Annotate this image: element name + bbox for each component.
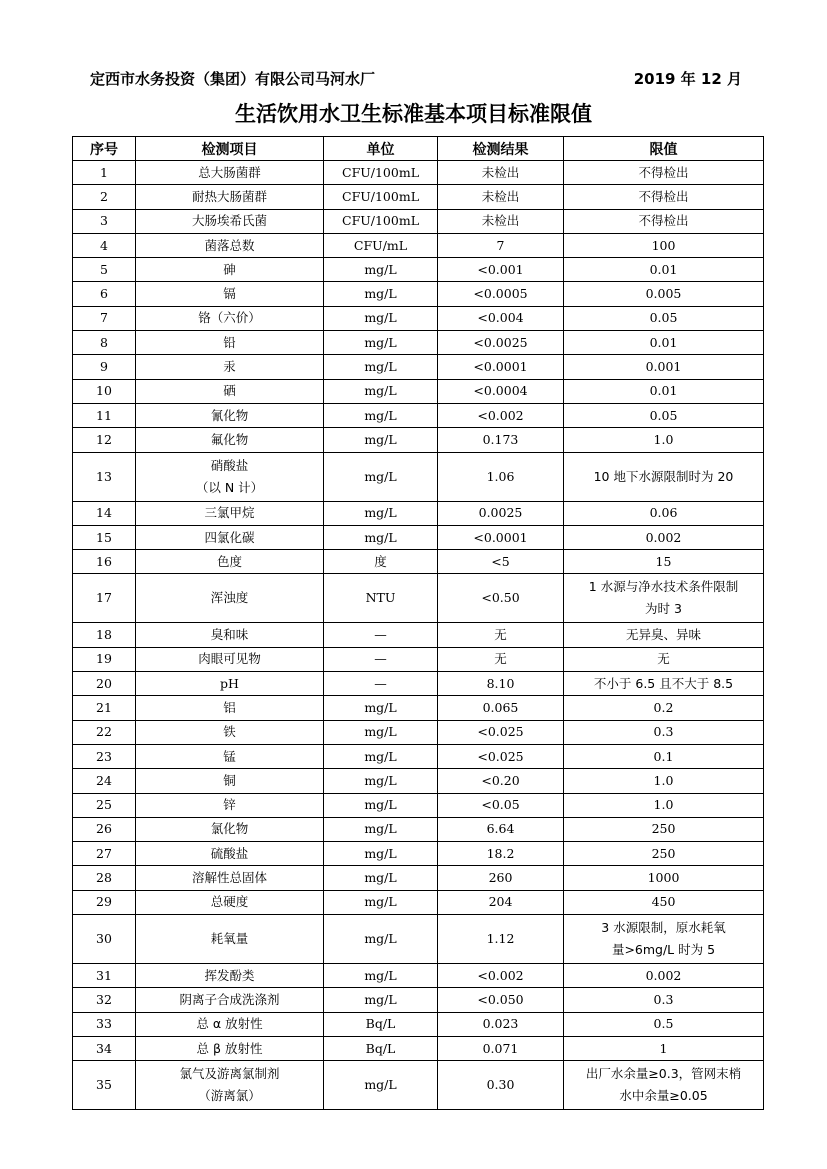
- cell-limit: 0.06: [564, 501, 764, 525]
- cell-unit: mg/L: [324, 355, 438, 379]
- cell-unit: mg/L: [324, 379, 438, 403]
- cell-item: pH: [136, 672, 324, 696]
- table-header-row: [73, 137, 764, 161]
- cell-no: 22: [73, 720, 136, 744]
- cell-result: <0.002: [438, 964, 564, 988]
- cell-result: <0.025: [438, 720, 564, 744]
- cell-unit: 度: [324, 550, 438, 574]
- cell-unit: mg/L: [324, 744, 438, 768]
- cell-result: 260: [438, 866, 564, 890]
- cell-limit-line1: 出厂水余量≥0.3，管网末梢: [585, 1066, 742, 1082]
- cell-result: 18.2: [438, 842, 564, 866]
- cell-limit: 250: [564, 817, 764, 841]
- cell-no: 6: [73, 282, 136, 306]
- cell-result: 204: [438, 890, 564, 914]
- table-row: [73, 1012, 764, 1036]
- cell-item-line1: 硝酸盐: [210, 457, 249, 473]
- cell-unit: mg/L: [324, 1061, 438, 1110]
- cell-no: 7: [73, 306, 136, 330]
- cell-item: 镉: [136, 282, 324, 306]
- cell-unit: mg/L: [324, 258, 438, 282]
- cell-no: 12: [73, 428, 136, 452]
- cell-unit: mg/L: [324, 403, 438, 427]
- cell-unit: mg/L: [324, 696, 438, 720]
- cell-unit: mg/L: [324, 769, 438, 793]
- table-row: [73, 452, 764, 501]
- cell-limit: 0.05: [564, 306, 764, 330]
- table-row: [73, 769, 764, 793]
- table-row: [73, 793, 764, 817]
- cell-result: 未检出: [438, 209, 564, 233]
- cell-item: 阴离子合成洗涤剂: [136, 988, 324, 1012]
- standard-limits-table: [72, 136, 764, 1110]
- cell-limit: 0.3: [564, 720, 764, 744]
- cell-no: 15: [73, 525, 136, 549]
- cell-no: 26: [73, 817, 136, 841]
- cell-limit: 1.0: [564, 769, 764, 793]
- cell-unit: Bq/L: [324, 1012, 438, 1036]
- cell-limit: 不小于 6.5 且不大于 8.5: [564, 672, 764, 696]
- table-row: [73, 428, 764, 452]
- cell-limit: 0.005: [564, 282, 764, 306]
- cell-item: 菌落总数: [136, 233, 324, 257]
- cell-no: 24: [73, 769, 136, 793]
- table-row: [73, 623, 764, 647]
- cell-result: 无: [438, 623, 564, 647]
- cell-no: 33: [73, 1012, 136, 1036]
- cell-limit: 0.01: [564, 379, 764, 403]
- table-row: [73, 282, 764, 306]
- cell-no: 10: [73, 379, 136, 403]
- cell-result: <0.050: [438, 988, 564, 1012]
- cell-item: 耗氧量: [136, 915, 324, 964]
- cell-item: 溶解性总固体: [136, 866, 324, 890]
- cell-no: 1: [73, 161, 136, 185]
- table-row: [73, 233, 764, 257]
- cell-limit: [564, 574, 764, 623]
- table-row: [73, 501, 764, 525]
- column-header-no: 序号: [73, 137, 136, 161]
- cell-limit: 0.01: [564, 258, 764, 282]
- cell-no: 27: [73, 842, 136, 866]
- cell-item: 锰: [136, 744, 324, 768]
- cell-result: <0.0005: [438, 282, 564, 306]
- document-title: 生活饮用水卫生标准基本项目标准限值: [235, 102, 592, 126]
- cell-result: 未检出: [438, 185, 564, 209]
- table-row: [73, 550, 764, 574]
- cell-result: <0.001: [438, 258, 564, 282]
- cell-result: <0.0025: [438, 331, 564, 355]
- cell-limit: 0.002: [564, 964, 764, 988]
- cell-result: <0.0001: [438, 355, 564, 379]
- cell-limit: 0.3: [564, 988, 764, 1012]
- cell-result: 0.0025: [438, 501, 564, 525]
- column-header-limit: 限值: [564, 137, 764, 161]
- table-row: [73, 915, 764, 964]
- table-row: [73, 209, 764, 233]
- table-row: [73, 817, 764, 841]
- cell-unit: mg/L: [324, 915, 438, 964]
- cell-item: 大肠埃希氏菌: [136, 209, 324, 233]
- cell-item: 铜: [136, 769, 324, 793]
- cell-result: 0.071: [438, 1036, 564, 1060]
- table-row: [73, 988, 764, 1012]
- cell-item: 铝: [136, 696, 324, 720]
- cell-limit-line2: 量>6mg/L 时为 5: [611, 942, 716, 958]
- table-row: [73, 306, 764, 330]
- cell-item: 臭和味: [136, 623, 324, 647]
- cell-limit: 无异臭、异味: [564, 623, 764, 647]
- table-row: [73, 744, 764, 768]
- cell-no: 32: [73, 988, 136, 1012]
- cell-item: 氯化物: [136, 817, 324, 841]
- cell-result: 1.06: [438, 452, 564, 501]
- cell-unit: mg/L: [324, 988, 438, 1012]
- cell-unit: CFU/100mL: [324, 161, 438, 185]
- cell-item: 锌: [136, 793, 324, 817]
- cell-limit: 250: [564, 842, 764, 866]
- table-row: [73, 720, 764, 744]
- table-body: [73, 161, 764, 1110]
- table-row: [73, 1061, 764, 1110]
- cell-result: 0.023: [438, 1012, 564, 1036]
- cell-limit-line2: 为时 3: [645, 601, 682, 617]
- cell-no: 28: [73, 866, 136, 890]
- cell-unit: mg/L: [324, 866, 438, 890]
- cell-no: 18: [73, 623, 136, 647]
- cell-limit: 1.0: [564, 428, 764, 452]
- cell-no: 5: [73, 258, 136, 282]
- cell-unit: —: [324, 623, 438, 647]
- cell-item: 四氯化碳: [136, 525, 324, 549]
- cell-limit: 100: [564, 233, 764, 257]
- cell-result: 7: [438, 233, 564, 257]
- cell-unit: mg/L: [324, 964, 438, 988]
- cell-result: <0.0001: [438, 525, 564, 549]
- cell-no: 20: [73, 672, 136, 696]
- cell-no: 25: [73, 793, 136, 817]
- cell-no: 23: [73, 744, 136, 768]
- table-row: [73, 647, 764, 671]
- table-row: [73, 1036, 764, 1060]
- cell-no: 35: [73, 1061, 136, 1110]
- cell-no: 19: [73, 647, 136, 671]
- cell-unit: CFU/100mL: [324, 209, 438, 233]
- cell-item: 汞: [136, 355, 324, 379]
- cell-limit: 10 地下水源限制时为 20: [564, 452, 764, 501]
- cell-result: <0.0004: [438, 379, 564, 403]
- cell-unit: mg/L: [324, 428, 438, 452]
- cell-item-line1: 氯气及游离氯制剂: [179, 1066, 280, 1082]
- cell-unit: —: [324, 672, 438, 696]
- cell-item: [136, 452, 324, 501]
- cell-item: [136, 1061, 324, 1110]
- cell-limit: 0.5: [564, 1012, 764, 1036]
- cell-result: 无: [438, 647, 564, 671]
- cell-unit: mg/L: [324, 331, 438, 355]
- cell-unit: mg/L: [324, 793, 438, 817]
- cell-result: 6.64: [438, 817, 564, 841]
- cell-unit: mg/L: [324, 890, 438, 914]
- cell-no: 9: [73, 355, 136, 379]
- cell-no: 16: [73, 550, 136, 574]
- cell-unit: mg/L: [324, 817, 438, 841]
- cell-unit: NTU: [324, 574, 438, 623]
- cell-limit: 1000: [564, 866, 764, 890]
- cell-limit: 15: [564, 550, 764, 574]
- document-header: [90, 64, 742, 88]
- cell-result: 0.173: [438, 428, 564, 452]
- cell-result: <0.05: [438, 793, 564, 817]
- cell-no: 34: [73, 1036, 136, 1060]
- cell-no: 13: [73, 452, 136, 501]
- table-row: [73, 672, 764, 696]
- table-row: [73, 964, 764, 988]
- cell-limit-line1: 1 水源与净水技术条件限制: [588, 579, 739, 595]
- cell-limit: 0.001: [564, 355, 764, 379]
- cell-limit: 0.2: [564, 696, 764, 720]
- cell-item: 色度: [136, 550, 324, 574]
- cell-result: <0.20: [438, 769, 564, 793]
- table-row: [73, 574, 764, 623]
- cell-item: 铅: [136, 331, 324, 355]
- cell-unit: —: [324, 647, 438, 671]
- cell-unit: mg/L: [324, 306, 438, 330]
- cell-result: 8.10: [438, 672, 564, 696]
- cell-limit: 不得检出: [564, 161, 764, 185]
- table-row: [73, 379, 764, 403]
- table-row: [73, 890, 764, 914]
- cell-item-line2: （以 N 计）: [195, 479, 264, 495]
- column-header-item: 检测项目: [136, 137, 324, 161]
- cell-limit-line2: 水中余量≥0.05: [619, 1088, 708, 1104]
- column-header-result: 检测结果: [438, 137, 564, 161]
- table-row: [73, 258, 764, 282]
- cell-result: 未检出: [438, 161, 564, 185]
- cell-limit: 1: [564, 1036, 764, 1060]
- cell-limit: 0.05: [564, 403, 764, 427]
- cell-no: 3: [73, 209, 136, 233]
- table-row: [73, 185, 764, 209]
- cell-limit: 450: [564, 890, 764, 914]
- report-date: 2019 年 12 月: [633, 70, 742, 88]
- cell-limit: [564, 1061, 764, 1110]
- cell-item: 浑浊度: [136, 574, 324, 623]
- cell-limit: 0.1: [564, 744, 764, 768]
- organization-name: 定西市水务投资（集团）有限公司马河水厂: [90, 70, 376, 88]
- cell-unit: CFU/mL: [324, 233, 438, 257]
- cell-item: 硫酸盐: [136, 842, 324, 866]
- cell-unit: mg/L: [324, 452, 438, 501]
- cell-no: 8: [73, 331, 136, 355]
- cell-item: 氟化物: [136, 428, 324, 452]
- cell-limit: 无: [564, 647, 764, 671]
- cell-no: 14: [73, 501, 136, 525]
- cell-item-line2: （游离氯）: [198, 1088, 261, 1104]
- cell-unit: mg/L: [324, 282, 438, 306]
- table-row: [73, 403, 764, 427]
- cell-no: 30: [73, 915, 136, 964]
- cell-result: <0.50: [438, 574, 564, 623]
- cell-item: 铁: [136, 720, 324, 744]
- cell-item: 挥发酚类: [136, 964, 324, 988]
- cell-result: 0.065: [438, 696, 564, 720]
- cell-limit: 0.01: [564, 331, 764, 355]
- table-row: [73, 161, 764, 185]
- cell-limit: 不得检出: [564, 185, 764, 209]
- table-row: [73, 331, 764, 355]
- cell-unit: mg/L: [324, 720, 438, 744]
- cell-limit: 0.002: [564, 525, 764, 549]
- cell-item: 铬（六价）: [136, 306, 324, 330]
- cell-item: 肉眼可见物: [136, 647, 324, 671]
- cell-limit: 1.0: [564, 793, 764, 817]
- column-header-unit: 单位: [324, 137, 438, 161]
- cell-result: <0.002: [438, 403, 564, 427]
- cell-unit: mg/L: [324, 501, 438, 525]
- cell-no: 21: [73, 696, 136, 720]
- cell-no: 29: [73, 890, 136, 914]
- cell-result: 0.30: [438, 1061, 564, 1110]
- table-row: [73, 355, 764, 379]
- cell-item: 总 α 放射性: [136, 1012, 324, 1036]
- cell-no: 11: [73, 403, 136, 427]
- table-row: [73, 842, 764, 866]
- cell-limit: 不得检出: [564, 209, 764, 233]
- cell-unit: CFU/100mL: [324, 185, 438, 209]
- cell-item: 硒: [136, 379, 324, 403]
- cell-unit: mg/L: [324, 842, 438, 866]
- cell-unit: Bq/L: [324, 1036, 438, 1060]
- cell-result: <0.004: [438, 306, 564, 330]
- cell-item: 总 β 放射性: [136, 1036, 324, 1060]
- cell-no: 2: [73, 185, 136, 209]
- cell-item: 砷: [136, 258, 324, 282]
- cell-no: 4: [73, 233, 136, 257]
- cell-item: 氰化物: [136, 403, 324, 427]
- table-row: [73, 866, 764, 890]
- cell-item: 三氯甲烷: [136, 501, 324, 525]
- cell-result: <0.025: [438, 744, 564, 768]
- cell-unit: mg/L: [324, 525, 438, 549]
- cell-no: 17: [73, 574, 136, 623]
- cell-limit: [564, 915, 764, 964]
- cell-item: 耐热大肠菌群: [136, 185, 324, 209]
- cell-limit-line1: 3 水源限制，原水耗氧: [601, 920, 726, 936]
- cell-item: 总大肠菌群: [136, 161, 324, 185]
- cell-result: <5: [438, 550, 564, 574]
- table-row: [73, 696, 764, 720]
- cell-no: 31: [73, 964, 136, 988]
- table-row: [73, 525, 764, 549]
- cell-result: 1.12: [438, 915, 564, 964]
- cell-item: 总硬度: [136, 890, 324, 914]
